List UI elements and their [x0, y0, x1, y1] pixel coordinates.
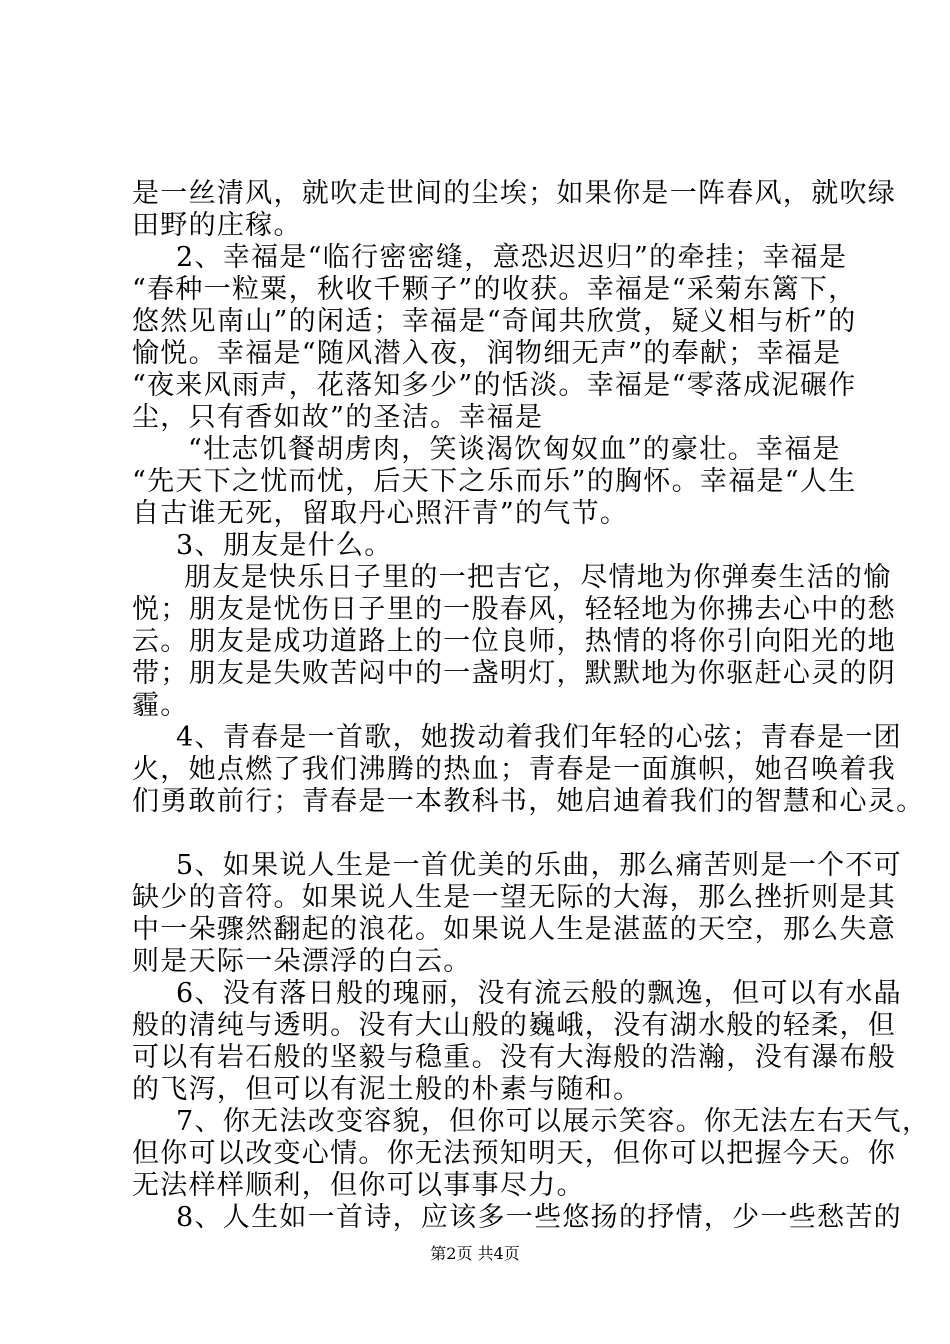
text-line: 带；朋友是失败苦闷中的一盏明灯，默默地为你驱赶心灵的阴: [132, 658, 897, 689]
text-line: 可以有岩石般的坚毅与稳重。没有大海般的浩瀚，没有瀑布般: [132, 1042, 897, 1073]
text-line: 自古谁无死，留取丹心照汗青”的气节。: [132, 498, 629, 529]
text-line: 的飞泻，但可以有泥土般的朴素与随和。: [132, 1074, 642, 1105]
text-line: “春种一粒粟，秋收千颗子”的收获。幸福是“采菊东篱下，: [132, 274, 857, 305]
text-line: “夜来风雨声，花落知多少”的恬淡。幸福是“零落成泥碾作: [132, 370, 857, 401]
text-line: 悦；朋友是忧伤日子里的一股春风，轻轻地为你拂去心中的愁: [132, 594, 897, 625]
paragraph-3-start: 朋友是快乐日子里的一把吉它，尽情地为你弹奏生活的愉: [184, 562, 892, 593]
text-line: “先天下之忧而忧，后天下之乐而乐”的胸怀。幸福是“人生: [132, 466, 857, 497]
paragraph-3-heading: 3、朋友是什么。: [176, 530, 393, 561]
text-line: 则是天际一朵漂浮的白云。: [132, 946, 472, 977]
text-line: 是一丝清风，就吹走世间的尘埃；如果你是一阵春风，就吹绿: [132, 178, 897, 209]
text-line: 般的清纯与透明。没有大山般的巍峨，没有湖水般的轻柔，但: [132, 1010, 897, 1041]
text-line: 田野的庄稼。: [132, 210, 302, 241]
text-line: “壮志饥餐胡虏肉，笑谈渴饮匈奴血”的豪壮。幸福是: [188, 434, 841, 465]
text-line: 无法样样顺利，但你可以事事尽力。: [132, 1170, 585, 1201]
page-footer: 第2页 共4页: [430, 1244, 520, 1263]
paragraph-6-start: 6、没有落日般的瑰丽，没有流云般的飘逸，但可以有水晶: [176, 978, 902, 1009]
text-line: 火，她点燃了我们沸腾的热血；青春是一面旗帜，她召唤着我: [132, 754, 897, 785]
text-line: 云。朋友是成功道路上的一位良师，热情的将你引向阳光的地: [132, 626, 897, 657]
text-line: 但你可以改变心情。你无法预知明天，但你可以把握今天。你: [132, 1138, 897, 1169]
text-line: 缺少的音符。如果说人生是一望无际的大海，那么挫折则是其: [132, 882, 897, 913]
paragraph-8-start: 8、人生如一首诗，应该多一些悠扬的抒情，少一些愁苦的: [176, 1202, 902, 1233]
text-line: 们勇敢前行；青春是一本教科书，她启迪着我们的智慧和心灵。: [132, 786, 925, 817]
paragraph-5-start: 5、如果说人生是一首优美的乐曲，那么痛苦则是一个不可: [176, 850, 902, 881]
paragraph-7-start: 7、你无法改变容貌，但你可以展示笑容。你无法左右天气，: [176, 1106, 931, 1137]
text-line: 愉悦。幸福是“随风潜入夜，润物细无声”的奉献；幸福是: [132, 338, 842, 369]
text-line: 尘，只有香如故”的圣洁。幸福是: [132, 402, 544, 433]
text-line: 悠然见南山”的闲适；幸福是“奇闻共欣赏，疑义相与析”的: [132, 306, 857, 337]
paragraph-4-start: 4、青春是一首歌，她拨动着我们年轻的心弦；青春是一团: [176, 722, 902, 753]
text-line: 霾。: [132, 690, 189, 721]
text-line: 中一朵骤然翻起的浪花。如果说人生是湛蓝的天空，那么失意: [132, 914, 897, 945]
paragraph-2-start: 2、幸福是“临行密密缝，意恐迟迟归”的牵挂；幸福是: [176, 242, 848, 273]
